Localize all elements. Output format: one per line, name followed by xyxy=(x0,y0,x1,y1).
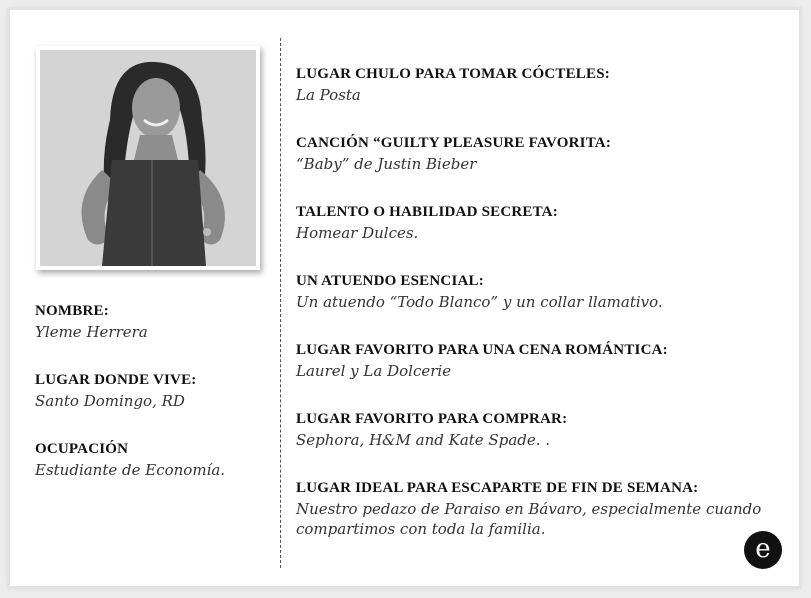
question-label: LUGAR IDEAL PARA ESCAPARTE DE FIN DE SEMANA: xyxy=(296,480,699,496)
question-cocktails xyxy=(296,65,776,105)
portrait-photo xyxy=(40,50,256,266)
name-label: NOMBRE: xyxy=(35,303,109,319)
question-answer: Homear Dulces. xyxy=(296,224,419,242)
question-label: LUGAR FAVORITO PARA COMPRAR: xyxy=(296,411,568,427)
name-value: Yleme Herrera xyxy=(35,323,148,341)
question-shopping xyxy=(296,410,776,450)
question-answer: Sephora, H&M and Kate Spade. . xyxy=(296,431,551,449)
question-label: TALENTO O HABILIDAD SECRETA: xyxy=(296,204,558,220)
occupation-field xyxy=(35,440,265,480)
question-romantic-dinner xyxy=(296,341,776,381)
question-answer: “Baby” de Justin Bieber xyxy=(296,155,477,173)
question-answer: Nuestro pedazo de Paraiso en Bávaro, especialmente cuando compartimos con toda la familia. xyxy=(296,500,762,538)
residence-label: LUGAR DONDE VIVE: xyxy=(35,372,197,388)
residence-value: Santo Domingo, RD xyxy=(35,392,185,410)
portrait-illustration xyxy=(40,50,256,266)
occupation-value: Estudiante de Economía. xyxy=(35,461,226,479)
question-secret-talent xyxy=(296,203,776,243)
question-answer: Laurel y La Dolcerie xyxy=(296,362,452,380)
question-label: LUGAR CHULO PARA TOMAR CÓCTELES: xyxy=(296,66,610,82)
question-answer: La Posta xyxy=(296,86,361,104)
question-label: CANCIÓN “GUILTY PLEASURE FAVORITA: xyxy=(296,135,612,151)
brand-logo-icon: e xyxy=(744,531,782,569)
portrait-photo-frame xyxy=(36,46,260,270)
question-guilty-pleasure-song xyxy=(296,134,776,174)
dashed-divider xyxy=(280,38,281,568)
name-field xyxy=(35,302,265,342)
profile-card xyxy=(10,10,799,586)
residence-field xyxy=(35,371,265,411)
question-essential-outfit xyxy=(296,272,776,312)
occupation-label: OCUPACIÓN xyxy=(35,441,129,457)
question-label: UN ATUENDO ESENCIAL: xyxy=(296,273,484,289)
question-answer: Un atuendo “Todo Blanco” y un collar llamativo. xyxy=(296,293,663,311)
question-label: LUGAR FAVORITO PARA UNA CENA ROMÁNTICA: xyxy=(296,342,668,358)
question-weekend-escape xyxy=(296,479,766,539)
